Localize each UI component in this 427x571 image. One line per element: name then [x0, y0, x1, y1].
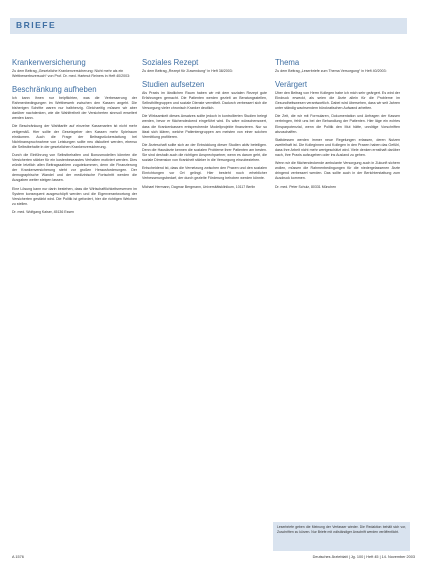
column-1	[12, 58, 137, 215]
column-2	[142, 58, 267, 190]
letter-reference: Zu dem Beitrag „Rezept für Zuwendung“ in Heft 38/2003:	[142, 69, 233, 73]
letter-reference: Zu dem Beitrag „Leserbriefe zum Thema Versorgung“ in Heft 40/2003:	[275, 69, 387, 73]
letter-paragraph: Ich kann Ihnen nur beipflichten, was die Verbesserung der Rahmenbedingungen im Wettbewerb zwischen den Kassen angeht. Die bisherigen Schritte waren nur halbherzig. Gleichzeitig müssen wir aber darüber nachdenken, wie die Wahlfreiheit der Versicherten sinnvoll erweitert werden kann.	[12, 96, 137, 121]
section-bar	[10, 18, 407, 34]
letter-paragraph: Stattdessen werden immer neue Regelungen erlassen, deren Nutzen zweifelhaft ist. Die Kolleginnen und Kollegen in den Praxen haben das Gefühl, dass ihre Arbeit nicht mehr wertgeschätzt wird. Viele denken ernsthaft darüber nach, ihre Praxis aufzugeben oder ins Ausland zu gehen.	[275, 137, 400, 158]
letter-signature: Michael Hermann, Dagmar Bergmann, Universitätsklinikum, 10117 Berlin	[142, 184, 256, 189]
editorial-note-text: Leserbriefe geben die Meinung der Verfasser wieder. Die Redaktion behält sich vor, Zuschriften zu kürzen. Nur Briefe mit vollständiger Anschrift werden veröffentlicht.	[277, 525, 406, 534]
journal-citation: Deutsches Ärzteblatt | Jg. 100 | Heft 45 | 14. November 2003	[312, 555, 415, 559]
letter-topic-heading: Krankenversicherung	[12, 58, 86, 67]
editorial-note-box	[273, 522, 410, 551]
letter-reference: Zu dem Beitrag „Gesetzliche Krankenversicherung: Nicht mehr als ein Wettbewerbsversuch“ von Prof. Dr. med. Hartmut Reiners in Heft 40/2003:	[12, 69, 131, 78]
page-number: A 1576	[12, 555, 24, 559]
letter-paragraph: Die Beschränkung der Wahltarife auf einzelne Kassenarten ist nicht mehr zeitgemäß. Hier sollte der Gesetzgeber den Kassen mehr Spielraum einräumen. Auch die Frage der Beitragsrückerstattung bei Nichtinanspruchnahme von Leistungen sollte neu diskutiert werden, ebenso die Selbstbehalte in der gesetzlichen Krankenversicherung.	[12, 124, 137, 149]
column-3	[275, 58, 400, 190]
letter-topic-heading: Soziales Rezept	[142, 58, 199, 67]
letter-paragraph: Die Ärzteschaft sollte sich an der Entwicklung dieser Studien aktiv beteiligen. Denn die Hausärzte kennen die sozialen Probleme ihrer Patienten am besten. Sie sind deshalb auch die richtigen Ansprechpartner, wenn es darum geht, die soziale Dimension von Krankheit stärker in die Versorgung einzubeziehen.	[142, 142, 267, 163]
letter-paragraph: Eine Lösung kann nur darin bestehen, dass die Wirtschaftlichkeitsreserven im System konsequent ausgeschöpft werden und die Eigenverantwortung der Versicherten gestärkt wird. Die Politik ist gefordert, hier die richtigen Weichen zu stellen.	[12, 186, 137, 206]
letter-paragraph: Durch die Einführung von Selbstbehalten und Bonusmodellen könnten die Versicherten stärker für ein kostenbewusstes Verhalten motiviert werden. Dies würde letztlich allen Beitragszahlern zugutekommen, denn die Finanzierung der Krankenversicherung steht vor großen Herausforderungen. Der demographische Wandel und der medizinische Fortschritt werden die Ausgaben weiter steigen lassen.	[12, 152, 137, 183]
letter-title: Verärgert	[275, 80, 308, 89]
letter-signature: Dr. med. Peter Schulz, 80331 München	[275, 184, 337, 189]
section-label: BRIEFE	[16, 20, 57, 30]
letter-paragraph: Entscheidend ist, dass die Vernetzung zwischen den Praxen und den sozialen Einrichtungen vor Ort gelingt. Hier besteht noch erheblicher Verbesserungsbedarf, der durch gezielte Förderung behoben werden könnte.	[142, 166, 267, 181]
letter-paragraph: Die Zeit, die wir mit Formularen, Dokumentation und Anfragen der Kassen verbringen, fehlt uns bei der Behandlung der Patienten. Hier läge ein echtes Einsparpotenzial, wenn die Politik den Mut hätte, unnötige Vorschriften abzuschaffen.	[275, 114, 400, 134]
letter-signature: Dr. med. Wolfgang Kaiser, 45136 Essen	[12, 209, 74, 214]
letter-title: Studien aufsetzen	[142, 80, 205, 89]
letter-paragraph: Als Praxis im ländlichen Raum haben wir mit dem sozialen Rezept gute Erfahrungen gemacht. Die Patienten werden gezielt an Beratungsstellen, Selbsthilfegruppen und soziale Dienste vermittelt. Dadurch verbessert sich die Versorgung vieler chronisch Kranker deutlich.	[142, 91, 267, 111]
letter-title: Beschränkung aufheben	[12, 85, 97, 94]
letter-paragraph: Wenn wir die flächendeckende ambulante Versorgung auch in Zukunft sichern wollen, müssen die Rahmenbedingungen für die niedergelassenen Ärzte dringend verbessert werden. Das sollte auch in der Berichterstattung zum Ausdruck kommen.	[275, 161, 400, 181]
letter-paragraph: Über den Beitrag von Herrn Kollegen habe ich mich sehr geärgert. Es wird der Eindruck erweckt, als seien die Ärzte allein für die Probleme im Gesundheitswesen verantwortlich. Dabei wird übersehen, dass wir seit Jahren unter ständig wachsendem bürokratischen Aufwand arbeiten.	[275, 91, 400, 111]
letter-paragraph: Die Wirksamkeit dieses Ansatzes sollte jedoch in kontrollierten Studien belegt werden, bevor er flächendeckend eingeführt wird. Es wäre wünschenswert, dass die Krankenkassen entsprechende Modellprojekte finanzieren. Nur so lässt sich klären, welche Patientengruppen am meisten von einer solchen Vermittlung profitieren.	[142, 114, 267, 139]
letter-topic-heading: Thema	[275, 58, 300, 67]
